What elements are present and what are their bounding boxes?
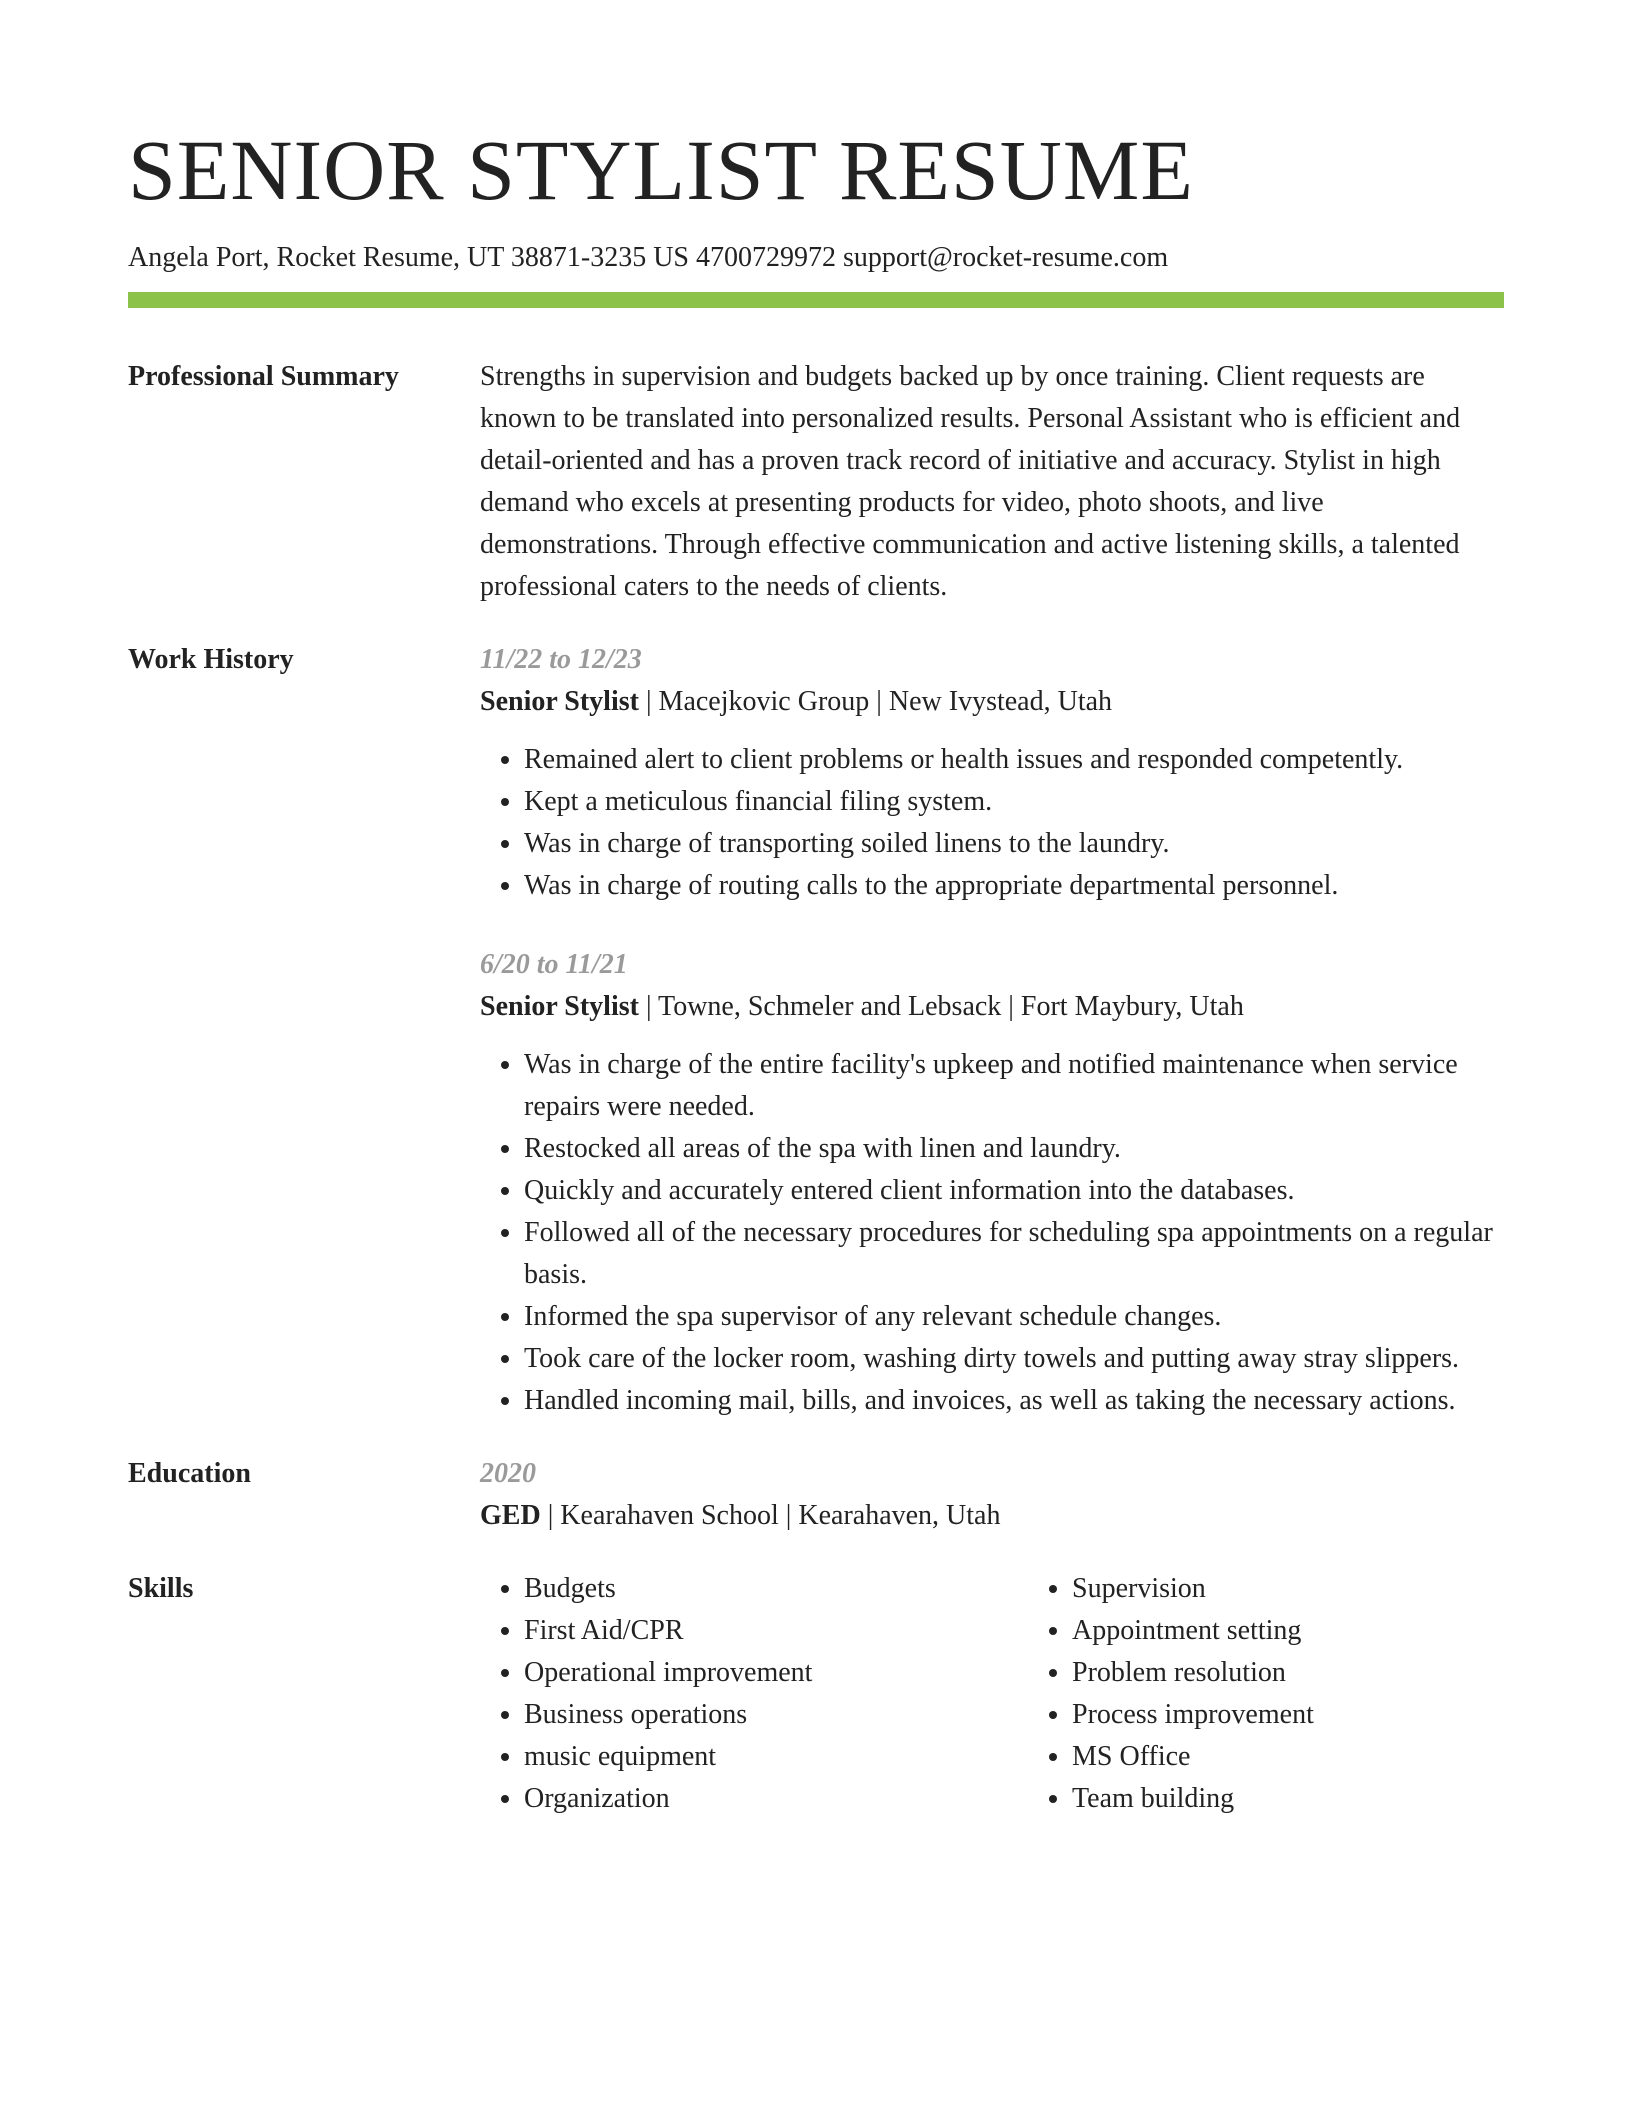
skill-item: • Team building [1072, 1778, 1532, 1820]
work-history-label: Work History [128, 644, 294, 675]
job-date: 6/20 to 11/21 [480, 949, 628, 980]
skill-item: • MS Office [1072, 1736, 1532, 1778]
education-details: | Kearahaven School | Kearahaven, Utah [540, 1500, 1001, 1531]
skill-item: • Budgets [524, 1568, 984, 1610]
skill-item: • Problem resolution [1072, 1652, 1532, 1694]
skills-list-right [1028, 1568, 1532, 1820]
skill-item: • Process improvement [1072, 1694, 1532, 1736]
job-bullets [480, 739, 1504, 907]
job-bullet: • Took care of the locker room, washing dirty towels and putting away stray slippers. [524, 1338, 1504, 1380]
job-bullet: • Followed all of the necessary procedures for scheduling spa appointments on a regular basis. [524, 1212, 1504, 1296]
job-title: Senior Stylist [480, 991, 639, 1022]
skill-item: • First Aid/CPR [524, 1610, 984, 1652]
skill-item: • Organization [524, 1778, 984, 1820]
summary-label: Professional Summary [128, 361, 399, 392]
job-bullets [480, 1044, 1504, 1422]
job-bullet: • Restocked all areas of the spa with linen and laundry. [524, 1128, 1504, 1170]
job-bullet: • Was in charge of the entire facility's upkeep and notified maintenance when service repairs were needed. [524, 1044, 1504, 1128]
work-history-section [128, 639, 1504, 1422]
job-line [480, 986, 1504, 1028]
work-history-body [480, 639, 1504, 1422]
skill-item: • Supervision [1072, 1568, 1532, 1610]
job-line [480, 681, 1504, 723]
skill-item: • Appointment setting [1072, 1610, 1532, 1652]
education-label: Education [128, 1458, 251, 1489]
skills-body [480, 1568, 1532, 1820]
job-bullet: • Was in charge of routing calls to the appropriate departmental personnel. [524, 865, 1504, 907]
skill-item: • Business operations [524, 1694, 984, 1736]
skills-section [128, 1568, 1504, 1820]
education-date: 2020 [480, 1458, 536, 1489]
job-bullet: • Quickly and accurately entered client information into the databases. [524, 1170, 1504, 1212]
job-date: 11/22 to 12/23 [480, 644, 642, 675]
skills-columns [480, 1568, 1532, 1820]
skill-item: • Operational improvement [524, 1652, 984, 1694]
job-details: | Towne, Schmeler and Lebsack | Fort Maybury, Utah [638, 991, 1244, 1022]
education-section [128, 1453, 1504, 1537]
skills-list-left [480, 1568, 984, 1820]
education-line [480, 1495, 1504, 1537]
job-bullet: • Kept a meticulous financial filing system. [524, 781, 1504, 823]
education-body [480, 1453, 1504, 1537]
summary-text: Strengths in supervision and budgets backed up by once training. Client requests are known to be translated into personalized results. Personal Assistant who is efficient and detail-oriented and has a proven track record of initiative and accuracy. Stylist in high demand who excels at presenting products for video, photo shoots, and live demonstrations. Through effective communication and active listening skills, a talented professional caters to the needs of clients. [480, 361, 1461, 602]
job-details: | Macejkovic Group | New Ivystead, Utah [638, 686, 1113, 717]
skill-item: • music equipment [524, 1736, 984, 1778]
accent-divider [128, 292, 1504, 308]
resume-page [128, 120, 1504, 1820]
job-bullet: • Was in charge of transporting soiled linens to the laundry. [524, 823, 1504, 865]
job-entry [480, 639, 1504, 907]
education-degree: GED [480, 1500, 541, 1531]
summary-section [128, 356, 1504, 608]
job-title: Senior Stylist [480, 686, 639, 717]
job-bullet: • Remained alert to client problems or health issues and responded competently. [524, 739, 1504, 781]
job-entry [480, 944, 1504, 1422]
contact-line: Angela Port, Rocket Resume, UT 38871-3235 US 4700729972 support@rocket-resume.com [128, 242, 1169, 273]
job-bullet: • Informed the spa supervisor of any relevant schedule changes. [524, 1296, 1504, 1338]
resume-title: SENIOR STYLIST RESUME [128, 122, 1194, 218]
job-bullet: • Handled incoming mail, bills, and invoices, as well as taking the necessary actions. [524, 1380, 1504, 1422]
skills-label: Skills [128, 1573, 194, 1604]
